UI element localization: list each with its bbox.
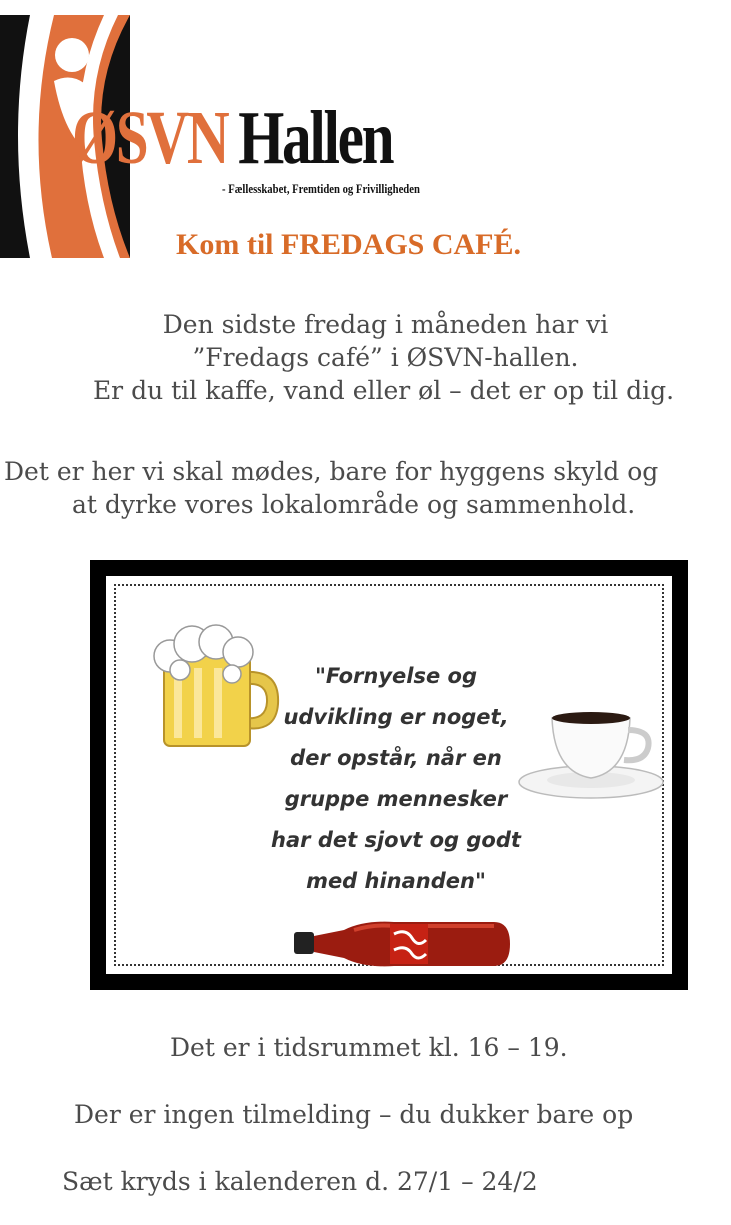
cola-bottle-icon [294,916,512,972]
beer-mug-icon [150,622,282,750]
intro-line: Den sidste fredag i måneden har vi [162,310,609,339]
quote-line: udvikling er noget, [283,705,509,729]
purpose-paragraph [0,455,731,521]
quote-line: gruppe mennesker [284,787,508,811]
logo-title [72,98,415,178]
headline: Kom til FREDAGS CAFÉ. [176,228,521,261]
signup-info: Der er ingen tilmelding – du dukker bare op [74,1100,634,1129]
quote-line: med hinanden" [306,869,486,893]
dates-info: Sæt kryds i kalenderen d. 27/1 – 24/2 [62,1167,538,1196]
quote-frame [90,560,688,990]
logo-brand-hallen: Hallen [238,96,393,180]
quote-line: der opstår, når en [290,746,502,770]
quote-line: har det sjovt og godt [271,828,521,852]
intro-line: Er du til kaffe, vand eller øl – det er op til dig. [92,376,675,405]
intro-line: ”Fredags café” i ØSVN-hallen. [192,343,579,372]
quote-text [266,656,526,902]
purpose-line: Det er her vi skal mødes, bare for hyggens skyld og [4,457,659,486]
intro-paragraph [0,308,731,407]
quote-frame-mat [106,576,672,974]
quote-line: "Fornyelse og [314,664,478,688]
coffee-cup-icon [516,704,666,804]
quote-panel [114,584,664,966]
time-info: Det er i tidsrummet kl. 16 – 19. [170,1033,568,1062]
logo-brand-osvn: ØSVN [72,96,228,180]
purpose-line: at dyrke vores lokalområde og sammenhold. [72,490,636,519]
logo-tagline: - Fællesskabet, Fremtiden og Frivilligheden [222,181,420,196]
